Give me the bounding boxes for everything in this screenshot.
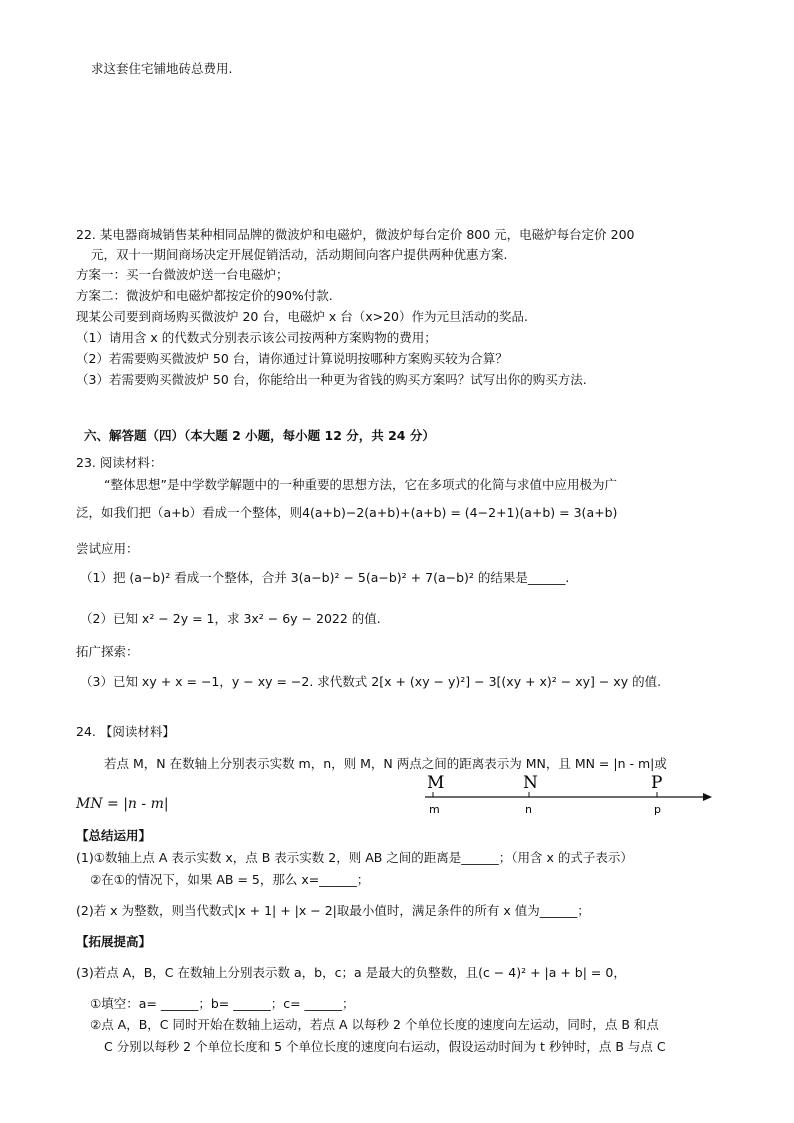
q22-stem-line1: 22. 某电器商城销售某种相同品牌的微波炉和电磁炉，微波炉每台定价 800 元，电磁炉每台定价 200: [76, 227, 635, 242]
q24-extend-3: (3)若点 A，B，C 在数轴上分别表示数 a，b，c；a 是最大的负整数，且(c − 4)² + |a + b| = 0，: [76, 965, 626, 980]
q24-head: 24. 【阅读材料】: [76, 724, 175, 739]
q22-part2: （2）若需要购买微波炉 50 台，请你通过计算说明按哪种方案购买较为合算？: [76, 351, 508, 366]
q22-stem-line2: 元，双十一期间商场决定开展促销活动，活动期间向客户提供两种优惠方案.: [91, 247, 508, 262]
q22-part1: （1）请用含 x 的代数式分别表示该公司按两种方案购物的费用；: [76, 330, 437, 345]
q23-head: 23. 阅读材料：: [76, 455, 163, 470]
point-label-m: M: [427, 773, 445, 793]
q24-summary-1b: ②在①的情况下，如果 AB = 5，那么 x=______；: [90, 872, 370, 887]
q23-part3: （3）已知 xy + x = −1，y − xy = −2. 求代数式 2[x + (xy − y)²] − 3[(xy + x)² − xy] − xy 的值.: [80, 674, 662, 689]
q24-summary-2: (2)若 x 为整数，则当代数式|x + 1| + |x − 2|取最小值时，满足条件的所有 x 值为______；: [76, 903, 590, 918]
point-label-p: P: [651, 773, 663, 793]
value-label-m: m: [429, 803, 440, 816]
q24-extend-heading: 【拓展提高】: [76, 934, 152, 949]
q24-read-line2: MN = |n - m|: [76, 796, 169, 812]
q23-try-heading: 尝试应用：: [76, 541, 139, 556]
q23-material-line1: “整体思想”是中学数学解题中的一种重要的思想方法，它在多项式的化简与求值中应用极为广: [104, 477, 617, 492]
q22-part3: （3）若需要购买微波炉 50 台，你能给出一种更为省钱的购买方案吗？试写出你的购买方法.: [76, 372, 587, 387]
point-label-n: N: [523, 773, 538, 793]
q22-plan1: 方案一：买一台微波炉送一台电磁炉；: [76, 267, 289, 282]
section-six-title: 六、解答题（四）（本大题 2 小题，每小题 12 分，共 24 分）: [84, 428, 435, 443]
q24-summary-heading: 【总结运用】: [76, 828, 152, 843]
number-line-svg: [420, 770, 720, 820]
q24-summary-1a: (1)①数轴上点 A 表示实数 x，点 B 表示实数 2，则 AB 之间的距离是______；（用含 x 的式子表示）: [76, 850, 633, 865]
q21-tail: 求这套住宅铺地砖总费用.: [91, 61, 233, 76]
q23-part2: （2）已知 x² − 2y = 1，求 3x² − 6y − 2022 的值.: [80, 611, 381, 626]
q23-part1: （1）把 (a−b)² 看成一个整体，合并 3(a−b)² − 5(a−b)² + 7(a−b)² 的结果是______.: [80, 570, 570, 585]
q23-extend-heading: 拓广探索：: [76, 644, 139, 659]
q23-material-line2: 泛，如我们把（a+b）看成一个整体，则4(a+b)−2(a+b)+(a+b) = (4−2+1)(a+b) = 3(a+b): [76, 505, 618, 520]
q24-extend-3a: ①填空：a= ______；b= ______；c= ______；: [90, 996, 355, 1011]
value-label-n: n: [525, 803, 532, 816]
number-line-arrow: [703, 793, 712, 801]
q24-extend-3b-line1: ②点 A，B，C 同时开始在数轴上运动，若点 A 以每秒 2 个单位长度的速度向左运动，同时，点 B 和点: [90, 1017, 659, 1032]
q24-read-line1: 若点 M，N 在数轴上分别表示实数 m，n，则 M，N 两点之间的距离表示为 MN，且 MN = |n - m|或: [104, 756, 667, 771]
q24-extend-3b-line2: C 分别以每秒 2 个单位长度和 5 个单位长度的速度向右运动，假设运动时间为 t 秒钟时，点 B 与点 C: [104, 1039, 666, 1054]
value-label-p: p: [654, 803, 661, 816]
q22-plan2: 方案二：微波炉和电磁炉都按定价的90%付款.: [76, 288, 333, 303]
q22-stem-line3: 现某公司要到商场购买微波炉 20 台，电磁炉 x 台（x>20）作为元旦活动的奖品.: [76, 309, 528, 324]
